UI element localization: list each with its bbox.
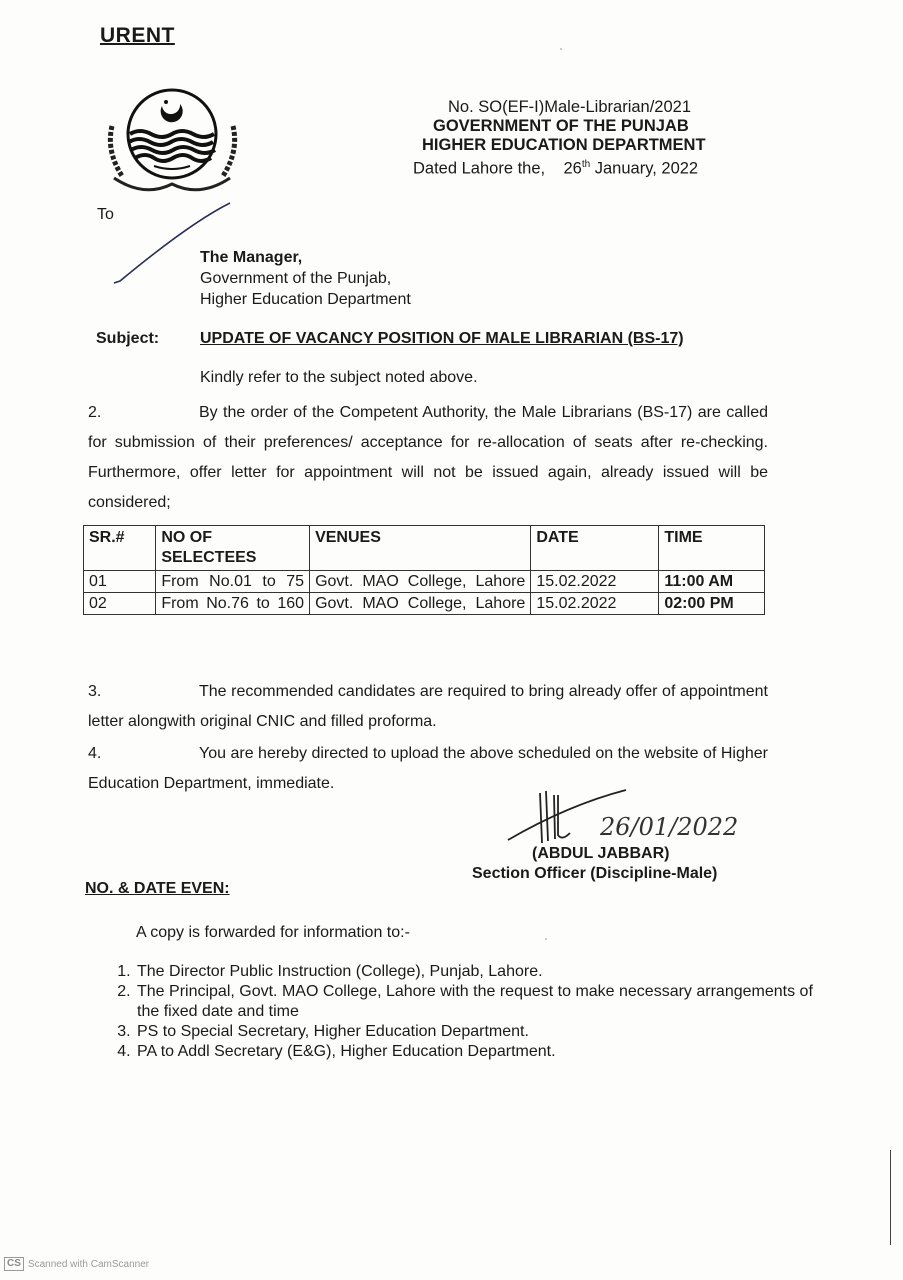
urgent-label: URENT — [100, 24, 175, 47]
scanner-text: Scanned with CamScanner — [27, 1258, 150, 1270]
to-label: To — [97, 206, 114, 223]
cell-venue: Govt. MAO College, Lahore — [310, 593, 531, 615]
header-date: DATE — [531, 526, 659, 571]
paragraph-3 — [88, 677, 768, 737]
cell-time: 02:00 PM — [659, 593, 765, 615]
header-selectees: NO OF SELECTEES — [156, 526, 310, 571]
paragraph-2 — [88, 398, 768, 518]
government-name: GOVERNMENT OF THE PUNJAB — [433, 117, 689, 135]
letter-number: No. SO(EF-I)Male-Librarian/2021 — [448, 98, 692, 116]
paragraph-4-number: 4. — [88, 745, 102, 762]
letter-date — [400, 155, 745, 179]
table-row — [84, 593, 765, 615]
paragraph-4-text: You are hereby directed to upload the above scheduled on the website of Higher Education Department, immediate. — [88, 745, 768, 792]
cell-sr: 02 — [84, 593, 156, 615]
addressee-line1: Government of the Punjab, — [200, 270, 392, 287]
paragraph-3-number: 3. — [88, 683, 102, 700]
paragraph-2-text: By the order of the Competent Authority, the Male Librarians (BS-17) are called for submission of their preferences/ acceptance for re-allocation of seats after re-checking. Furthermore, offer letter for appointment will not be issued again, already issued will be considered; — [88, 404, 768, 511]
list-item: 4. PA to Addl Secretary (E&G), Higher Education Department. — [135, 1042, 815, 1062]
signatory-designation: Section Officer (Discipline-Male) — [472, 865, 718, 882]
list-item: 1. The Director Public Instruction (College), Punjab, Lahore. — [135, 962, 815, 982]
table-row — [84, 571, 765, 593]
date-prefix: Dated Lahore the, — [413, 159, 546, 178]
cell-date: 15.02.2022 — [531, 571, 659, 593]
date-rest: January, 2022 — [594, 159, 699, 178]
date-suffix: th — [581, 159, 591, 170]
camscanner-icon: CS — [4, 1257, 24, 1271]
subject-label: Subject: — [96, 330, 160, 347]
addressee-line2: Higher Education Department — [200, 291, 411, 308]
signatory-name: (ABDUL JABBAR) — [532, 845, 670, 862]
header-time: TIME — [659, 526, 765, 571]
subject-text: UPDATE OF VACANCY POSITION OF MALE LIBRARIAN (BS-17) — [200, 330, 684, 347]
addressee-block — [200, 247, 411, 310]
header-sr: SR.# — [84, 526, 156, 571]
cell-sr: 01 — [84, 571, 156, 593]
date-day: 26 — [563, 159, 582, 178]
table-header-row — [84, 526, 765, 571]
paragraph-3-text: The recommended candidates are required to bring already offer of appointment letter alongwith original CNIC and filled proforma. — [88, 683, 768, 730]
list-item: 3. PS to Special Secretary, Higher Education Department. — [135, 1022, 815, 1042]
cell-time: 11:00 AM — [659, 571, 765, 593]
copy-recipients-list — [90, 962, 815, 1062]
copy-intro: A copy is forwarded for information to:- — [136, 924, 410, 941]
schedule-table — [83, 525, 765, 615]
handwritten-signature — [500, 785, 770, 845]
list-item: 2. The Principal, Govt. MAO College, Lahore with the request to make necessary arrangements of the fixed date and time — [135, 982, 815, 1022]
header-venues: VENUES — [310, 526, 531, 571]
copy-heading: NO. & DATE EVEN: — [85, 880, 230, 897]
paragraph-1: Kindly refer to the subject noted above. — [200, 369, 478, 386]
scanner-watermark — [4, 1257, 149, 1271]
signature-date: 26/01/2022 — [600, 813, 739, 841]
scan-speck — [545, 938, 547, 940]
addressee-title: The Manager, — [200, 249, 303, 266]
scan-edge-line — [890, 1150, 891, 1245]
department-name: HIGHER EDUCATION DEPARTMENT — [422, 136, 706, 154]
cell-venue: Govt. MAO College, Lahore — [310, 571, 531, 593]
cell-date: 15.02.2022 — [531, 593, 659, 615]
cell-selectees: From No.01 to 75 — [156, 571, 310, 593]
scan-speck — [560, 48, 562, 50]
paragraph-2-number: 2. — [88, 404, 102, 421]
cell-selectees: From No.76 to 160 — [156, 593, 310, 615]
letter-header — [400, 98, 745, 179]
punjab-emblem-logo — [100, 86, 245, 201]
